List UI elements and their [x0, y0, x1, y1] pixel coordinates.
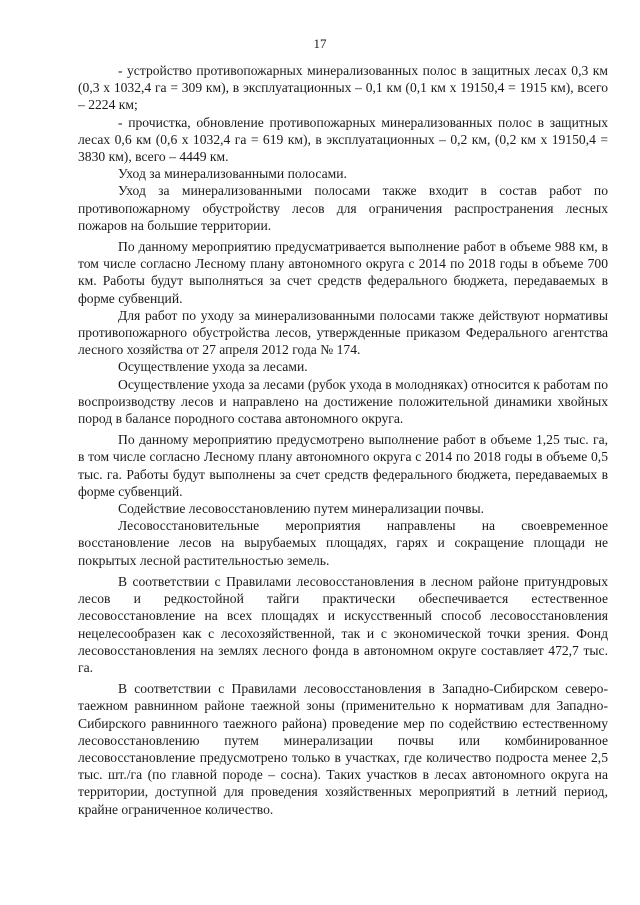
- heading-forest-care: Осуществление ухода за лесами.: [118, 359, 308, 375]
- paragraph-reforestation-measures: Лесовосстановительные мероприятия направлены на своевременное восстановление лесов на вырубаемых площадях, гарях и сокращение площади не покрытых лесной растительностью земель.: [78, 518, 608, 568]
- paragraph-tundra-reforestation: В соответствии с Правилами лесовосстановления в лесном районе притундровых лесов и редкостойной тайги практически обеспечивается естественное лесовосстановление на всех площадях и искусственный способ лесовосстановления нецелесообразен как с лесохозяйственной, так и с экономической точки зрения. Фонд лесовосстановления на землях лесного фонда в автономном округе составляет 472,7 тыс. га.: [78, 573, 608, 675]
- paragraph-forest-care-purpose: Осуществление ухода за лесами (рубок ухода в молодняках) относится к работам по воспроизводству лесов и направлено на достижение положительной динамики хвойных пород в балансе породного состава автономного округа.: [78, 376, 608, 427]
- heading-strip-maintenance: Уход за минерализованными полосами.: [118, 166, 347, 182]
- heading-soil-mineralization: Содействие лесовосстановлению путем минерализации почвы.: [118, 501, 485, 517]
- paragraph-west-siberian-reforestation: В соответствии с Правилами лесовосстановления в Западно-Сибирском северо-таежном равнинном районе таежной зоны (применительно к нормативам для Западно-Сибирского равнинного таежного района) проведение мер по содействию естественному лесовосстановлению путем минерализации почвы или комбинированное лесовосстановление предусмотрено только в участках, где количество подроста менее 2,5 тыс. шт./га (по главной породе – сосна). Таких участков в лесах автономного округа на территории, доступной для проведения хозяйственных мероприятий в летний период, крайне ограниченное количество.: [78, 681, 608, 817]
- paragraph-strip-maintenance-purpose: Уход за минерализованными полосами также входит в состав работ по противопожарному обустройству лесов для ограничения распространения лесных пожаров на большие территории.: [78, 183, 608, 233]
- paragraph-strip-maintenance-norms: Для работ по уходу за минерализованными полосами также действуют нормативы противопожарного обустройства лесов, утвержденные приказом Федерального агентства лесного хозяйства от 27 апреля 2012 года № 174.: [78, 307, 608, 358]
- paragraph-mineral-strips-renewal: - прочистка, обновление противопожарных минерализованных полос в защитных лесах 0,6 км (0,6 х 1032,4 га = 619 км), в эксплуатационных – 0,2 км, (0,2 км х 19150,4 = 3830 км), всего – 4449 км.: [78, 114, 608, 165]
- page-number: 17: [313, 36, 327, 51]
- paragraph-forest-care-volume: По данному мероприятию предусмотрено выполнение работ в объеме 1,25 тыс. га, в том числе согласно Лесному плану автономного округа с 2014 по 2018 годы в объеме 0,5 тыс. га. Работы будут выполнены за счет средств федерального бюджета, передаваемых в форме субвенций.: [78, 432, 608, 499]
- document-body: [78, 62, 608, 818]
- paragraph-mineral-strips-construction: - устройство противопожарных минерализованных полос в защитных лесах 0,3 км (0,3 х 1032,4 га = 309 км), в эксплуатационных – 0,1 км (0,1 км х 19150,4 = 1915 км), всего – 2224 км;: [78, 63, 608, 113]
- paragraph-strip-maintenance-volume: По данному мероприятию предусматривается выполнение работ в объеме 988 км, в том числе согласно Лесному плану автономного округа с 2014 по 2018 годы в объеме 700 км. Работы будут выполняться за счет средств федерального бюджета, передаваемых в форме субвенций.: [78, 239, 608, 306]
